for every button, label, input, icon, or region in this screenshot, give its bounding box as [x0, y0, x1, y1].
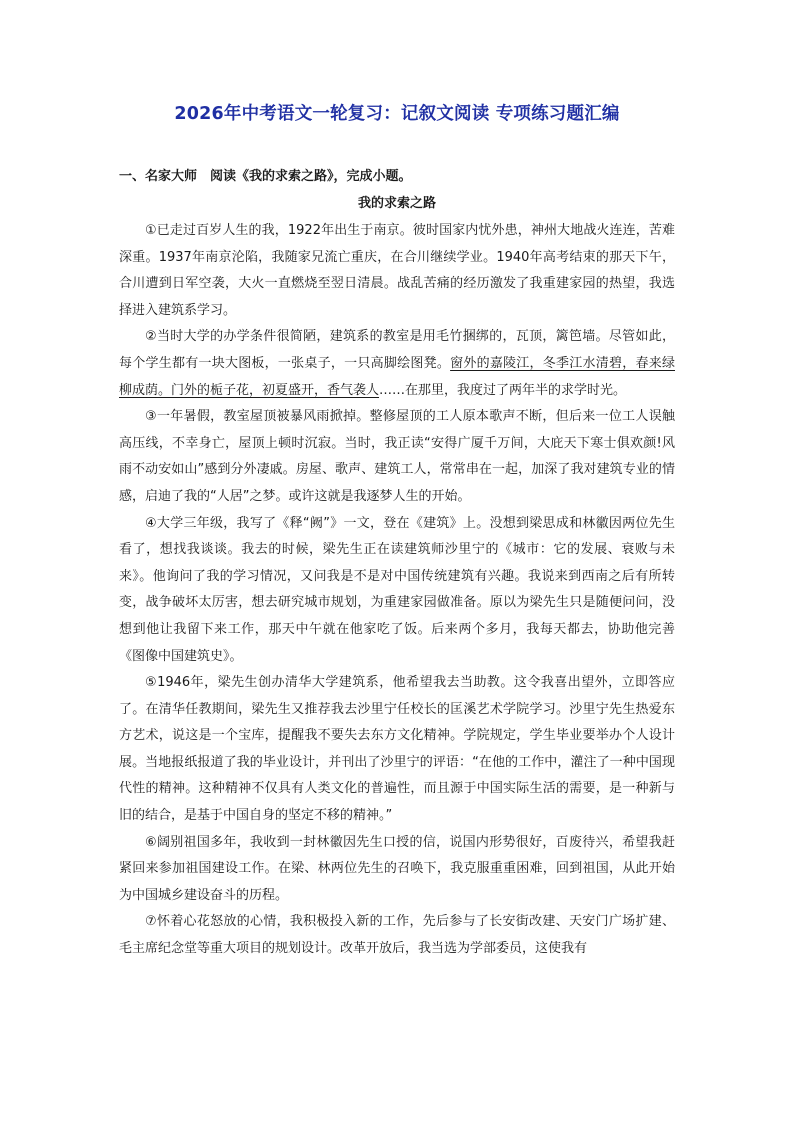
underlined-sentence: 窗外的嘉陵江，冬季江水清碧，春来绿柳成荫。门外的栀子花，初夏盛开，香气袭人 — [119, 355, 675, 398]
paragraph-text: ④大学三年级，我写了《释“阙”》一文，登在《建筑》上。没想到梁思成和林徽因两位先生看了，想找我谈谈。我去的时候，梁先生正在读建筑师沙里宁的《城市：它的发展、衰败与未来》。他询问了我的学习情况，又问我是不是对中国传统建筑有兴趣。我说来到西南之后有所转变，战争破坏太厉害，想去研究城市规划，为重建家园做准备。原以为梁先生只是随便问问，没想到他让我留下来工作，那天中午就在他家吃了饭。后来两个多月，我每天都去，协助他完善《图像中国建筑史》。 — [119, 515, 675, 664]
paragraph-text: ⑥阔别祖国多年，我收到一封林徽因先生口授的信，说国内形势很好，百废待兴，希望我赶紧回来参加祖国建设工作。在梁、林两位先生的召唤下，我克服重重困难，回到祖国，从此开始为中国城乡建设奋斗的历程。 — [119, 834, 675, 903]
section-heading: 一、名家大师 阅读《我的求索之路》，完成小题。 — [119, 169, 412, 184]
paragraph-text: ②当时大学的办学条件很简陋，建筑系的教室是用毛竹捆绑的，瓦顶，篱笆墙。尽管如此，每个学生都有一块大图板，一张桌子，一只高脚绘图凳。 — [119, 329, 675, 371]
paragraph-2 — [119, 324, 675, 404]
article-title: 我的求索之路 — [357, 196, 436, 211]
paragraph-text: ⑦怀着心花怒放的心情，我积极投入新的工作，先后参与了长安街改建、天安门广场扩建、毛主席纪念堂等重大项目的规划设计。改革开放后，我当选为学部委员，这使我有 — [119, 914, 675, 957]
paragraph-5 — [119, 670, 675, 830]
paragraph-text-tail: ……在那里，我度过了两年半的求学时光。 — [379, 382, 627, 398]
paragraph-text: ③一年暑假，教室屋顶被暴风雨掀掉。整修屋顶的工人原本歌声不断，但后来一位工人误触高压线，不幸身亡，屋顶上顿时沉寂。当时，我正读“安得广厦千万间，大庇天下寒士俱欢颜!风雨不动安如山”感到分外凄戚。房屋、歌声、建筑工人，常常串在一起，加深了我对建筑专业的情感，启迪了我的“人居”之梦。或许这就是我逐梦人生的开始。 — [119, 409, 675, 504]
article-body — [119, 218, 675, 963]
paragraph-1 — [119, 218, 675, 324]
paragraph-6 — [119, 830, 675, 910]
paragraph-4 — [119, 511, 675, 671]
document-title: 2026年中考语文一轮复习：记叙文阅读 专项练习题汇编 — [174, 104, 620, 124]
paragraph-3 — [119, 404, 675, 510]
paragraph-text: ①已走过百岁人生的我，1922年出生于南京。彼时国家内忧外患，神州大地战火连连，苦难深重。1937年南京沦陷，我随家兄流亡重庆，在合川继续学业。1940年高考结束的那天下午，合川遭到日军空袭，大火一直燃烧至翌日清晨。战乱苦痛的经历激发了我重建家园的热望，我选择进入建筑系学习。 — [119, 223, 675, 318]
paragraph-7 — [119, 909, 675, 962]
paragraph-text: ⑤1946年，梁先生创办清华大学建筑系，他希望我去当助教。这令我喜出望外，立即答应了。在清华任教期间，梁先生又推荐我去沙里宁任校长的匡溪艺术学院学习。沙里宁先生热爱东方艺术，说这是一个宝库，提醒我不要失去东方文化精神。学院规定，学生毕业要举办个人设计展。当地报纸报道了我的毕业设计，并刊出了沙里宁的评语：“在他的工作中，灌注了一种中国现代性的精神。这种精神不仅具有人类文化的普遍性，而且源于中国实际生活的需要，是一种新与旧的结合，是基于中国自身的坚定不移的精神。” — [119, 675, 675, 824]
